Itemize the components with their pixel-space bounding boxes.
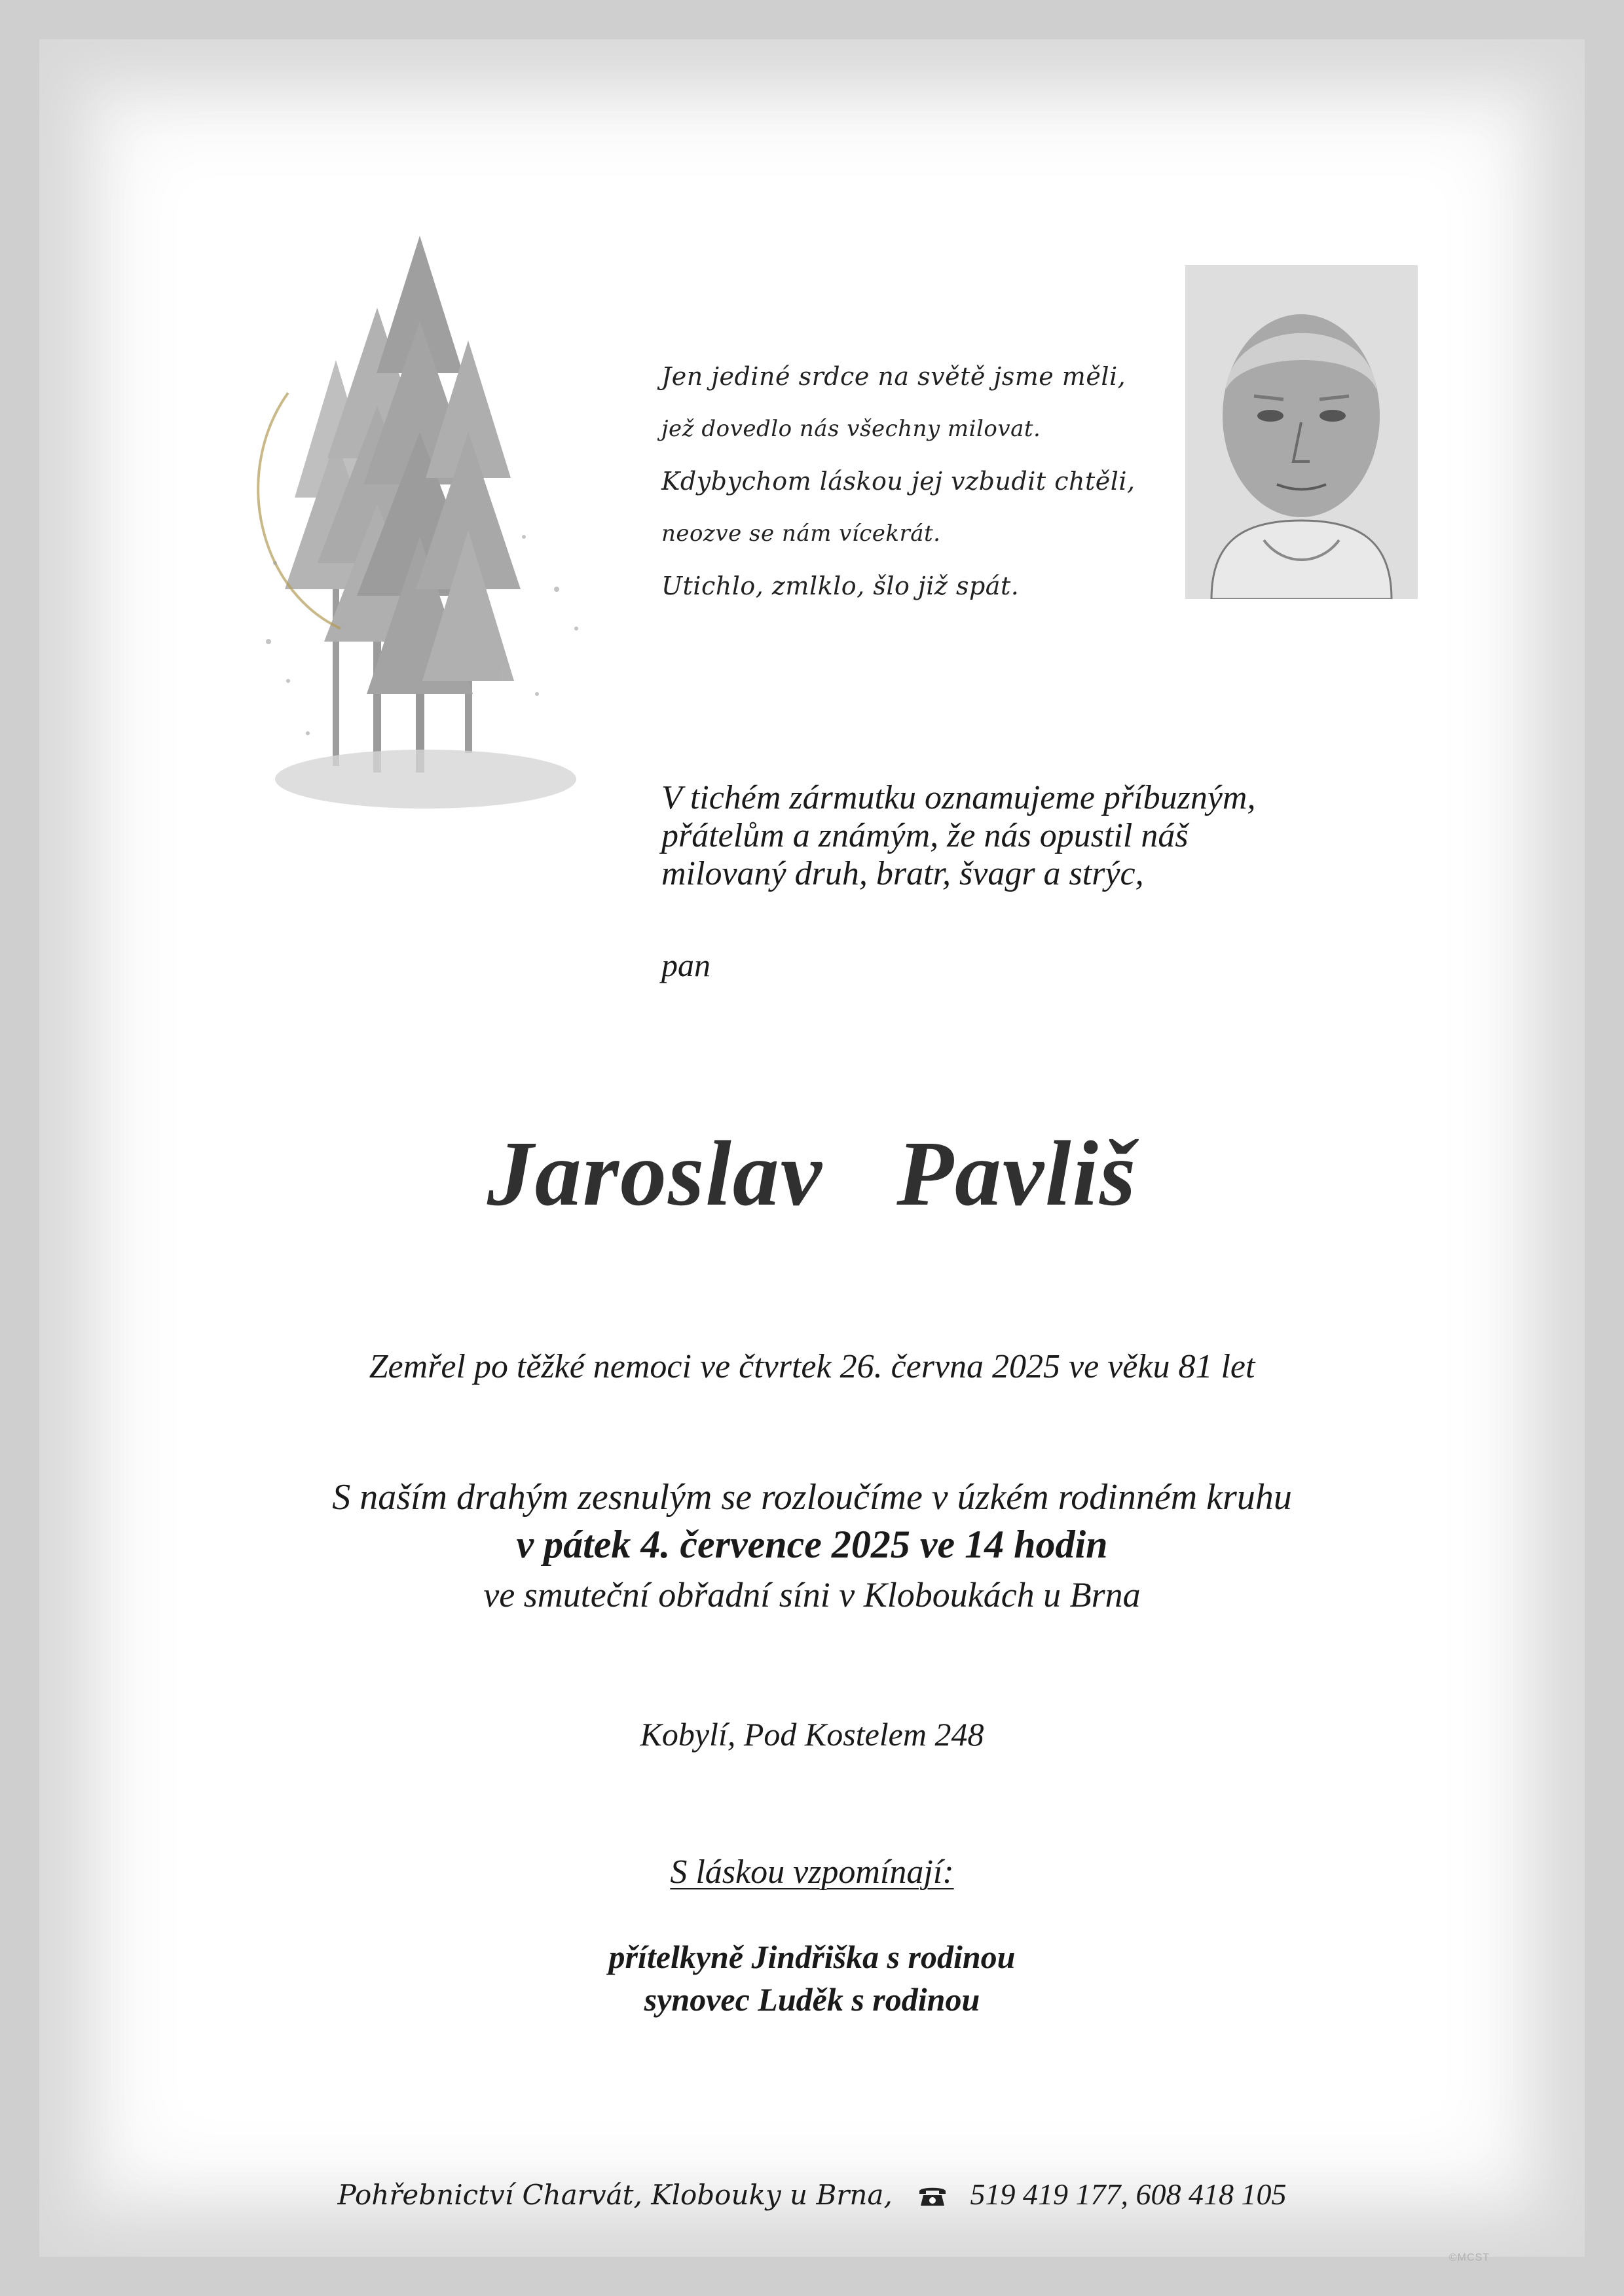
family-address: Kobylí, Pod Kostelem 248 (640, 1716, 984, 1753)
death-notice: Zemřel po těžké nemoci ve čtvrtek 26. června 2025 ve věku 81 let (369, 1348, 1255, 1385)
announcement-line: přátelům a známým, že nás opustil náš (661, 817, 1189, 854)
announcement-line: V tichém zármutku oznamujeme příbuzným, (661, 779, 1256, 816)
farewell-venue: ve smuteční obřadní síni v Kloboukách u Brna (483, 1575, 1141, 1614)
funeral-company: Pohřebnictví Charvát, Klobouky u Brna, (337, 2179, 893, 2211)
mourner-line: synovec Luděk s rodinou (644, 1981, 980, 2018)
farewell-date-time: v pátek 4. července 2025 ve 14 hodin (516, 1523, 1108, 1566)
watermark: ©MCST (1449, 2252, 1490, 2263)
portrait-photo (1185, 265, 1418, 599)
verse-line: Kdybychom láskou jej vzbudit chtěli, (661, 467, 1135, 496)
funeral-service-footer (0, 2177, 1624, 2214)
verse-line: jež dovedlo nás všechny milovat. (661, 416, 1041, 442)
verse-line: neozve se nám vícekrát. (661, 520, 941, 547)
announcement-text (661, 779, 1256, 893)
memorial-verse (661, 350, 1159, 612)
telephone-icon (918, 2181, 947, 2214)
mourner-line: přítelkyně Jindřiška s rodinou (608, 1939, 1016, 1975)
remembrance-heading (0, 1853, 1624, 1891)
remembrance-heading-text: S láskou vzpomínají: (670, 1853, 954, 1891)
pine-trees-illustration (249, 223, 602, 825)
verse-line: Jen jediné srdce na světě jsme měli, (661, 362, 1126, 391)
deceased-name: Jaroslav Pavliš (487, 1121, 1137, 1225)
verse-line: Utichlo, zmlklo, šlo již spát. (661, 572, 1020, 600)
honorific: pan (661, 947, 710, 983)
phone-numbers: 519 419 177, 608 418 105 (970, 2178, 1287, 2211)
announcement-line: milovaný druh, bratr, švagr a strýc, (661, 855, 1144, 892)
farewell-line-1: S naším drahým zesnulým se rozloučíme v úzkém rodinném kruhu (332, 1477, 1292, 1518)
